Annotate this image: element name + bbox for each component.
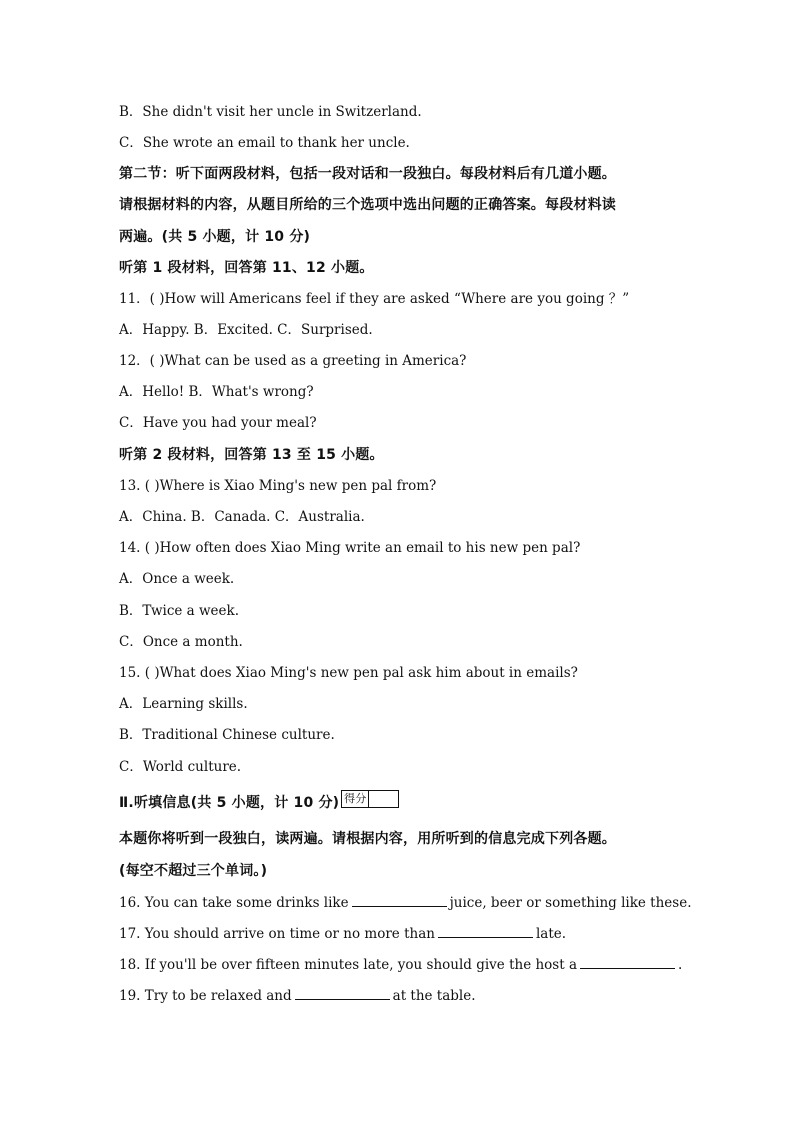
option-10b: B．She didn't visit her uncle in Switzerland. (119, 104, 422, 120)
question-18 (119, 955, 682, 974)
question-18-text-after: . (678, 957, 683, 973)
option-10c: C．She wrote an email to thank her uncle. (119, 135, 410, 151)
question-15-option-b: B．Traditional Chinese culture. (119, 727, 335, 743)
question-15-option-c: C．World culture. (119, 759, 242, 775)
question-13: 13. ( )Where is Xiao Ming's new pen pal from? (119, 478, 437, 494)
question-12: 12．( )What can be used as a greeting in America? (119, 353, 467, 369)
material-2-heading: 听第 2 段材料，回答第 13 至 15 小题。 (119, 447, 384, 463)
section-2-instruction-line-2: 请根据材料的内容，从题目所给的三个选项中选出问题的正确答案。每段材料读 (119, 197, 616, 213)
material-1-heading: 听第 1 段材料，回答第 11、12 小题。 (119, 260, 374, 276)
question-14-option-c: C．Once a month. (119, 634, 243, 650)
question-17-text-before: 17. You should arrive on time or no more than (119, 926, 435, 942)
question-11: 11．( )How will Americans feel if they are asked “Where are you going ？” (119, 291, 630, 307)
answer-blank-16[interactable] (352, 893, 447, 907)
question-19-text-after: at the table. (392, 988, 476, 1004)
section-2-instruction-line-3: 两遍。(共 5 小题，计 10 分) (119, 229, 311, 245)
part-2-instruction-line-2: (每空不超过三个单词。) (119, 863, 268, 879)
question-14: 14. ( )How often does Xiao Ming write an email to his new pen pal? (119, 540, 581, 556)
question-17-text-after: late. (535, 926, 567, 942)
question-18-text-before: 18. If you'll be over fifteen minutes late, you should give the host a (119, 957, 577, 973)
question-16-text-before: 16. You can take some drinks like (119, 895, 349, 911)
question-13-options: A．China. B．Canada. C．Australia. (119, 509, 365, 525)
part-2-heading (119, 794, 399, 812)
question-14-option-b: B．Twice a week. (119, 603, 240, 619)
question-19-text-before: 19. Try to be relaxed and (119, 988, 292, 1004)
part-2-title: Ⅱ.听填信息(共 5 小题，计 10 分) (119, 795, 340, 811)
section-2-instruction-line-1: 第二节：听下面两段材料，包括一段对话和一段独白。每段材料后有几道小题。 (119, 166, 616, 182)
score-label: 得分 (342, 791, 369, 807)
answer-blank-17[interactable] (438, 924, 533, 938)
question-16-text-after: juice, beer or something like these. (449, 895, 692, 911)
question-12-options-ab: A．Hello! B．What's wrong? (119, 384, 314, 400)
question-16 (119, 893, 692, 912)
question-12-option-c: C．Have you had your meal? (119, 415, 317, 431)
question-11-options: A．Happy. B．Excited. C．Surprised. (119, 322, 373, 338)
score-box (341, 790, 399, 808)
question-15: 15. ( )What does Xiao Ming's new pen pal ask him about in emails? (119, 665, 578, 681)
answer-blank-19[interactable] (295, 986, 390, 1000)
part-2-instruction-line-1: 本题你将听到一段独白，读两遍。请根据内容，用所听到的信息完成下列各题。 (119, 831, 616, 847)
question-14-option-a: A．Once a week. (119, 571, 235, 587)
question-15-option-a: A．Learning skills. (119, 696, 248, 712)
question-17 (119, 924, 566, 943)
answer-blank-18[interactable] (580, 955, 675, 969)
question-19 (119, 986, 476, 1005)
